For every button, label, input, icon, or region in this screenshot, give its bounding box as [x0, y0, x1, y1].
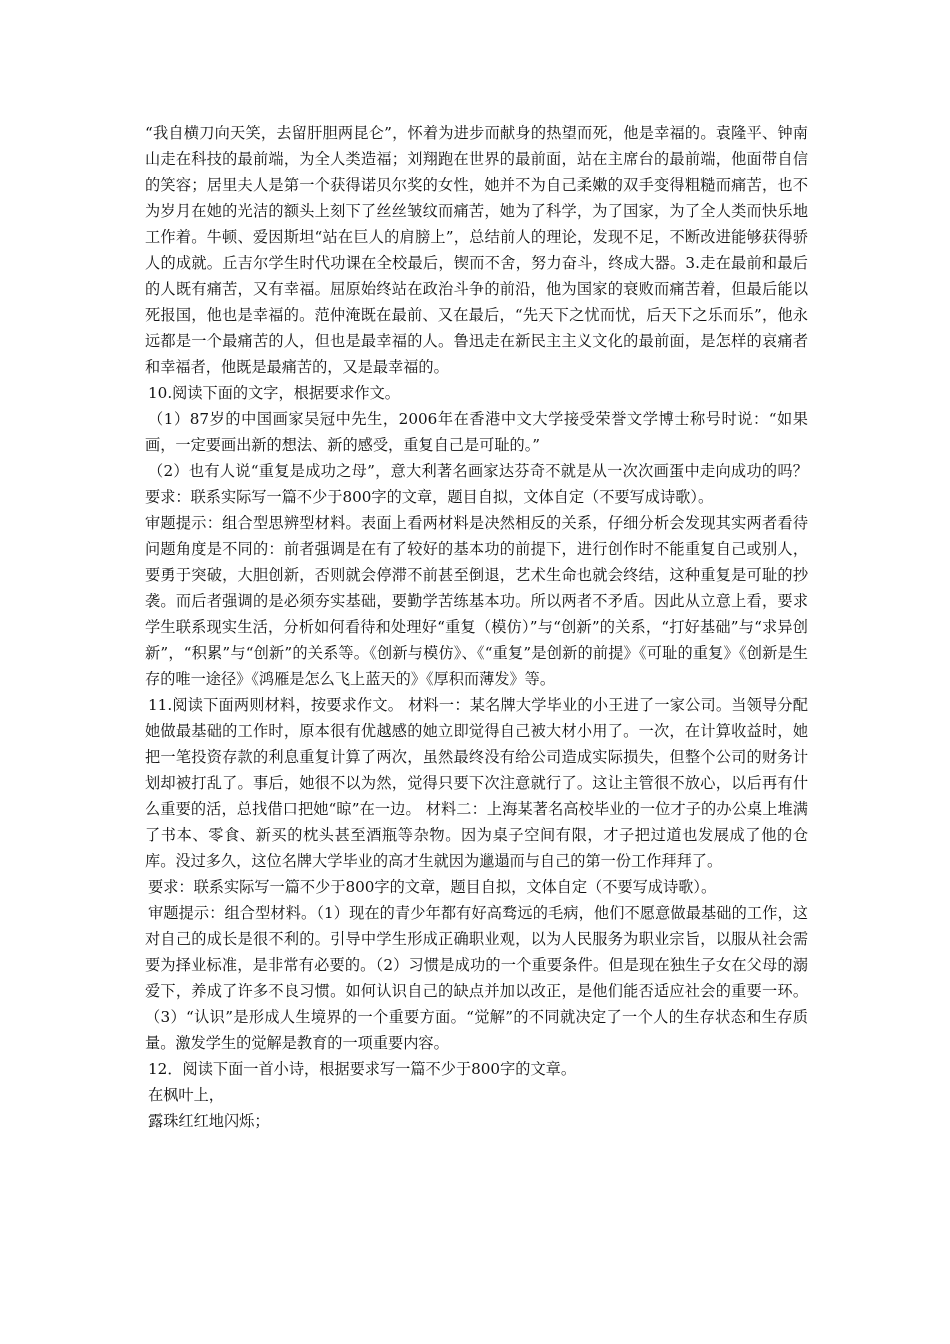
question-10-heading: 10.阅读下面的文字，根据要求作文。 [148, 384, 400, 402]
question-10-material-2: （2）也有人说“重复是成功之母”，意大利著名画家达芬奇不就是从一次次画蛋中走向成功的吗？ 要求：联系实际写一篇不少于800字的文章，题目自拟，文体自定（不要写成诗歌）。 [145, 462, 808, 506]
question-10-material-1: （1）87岁的中国画家吴冠中先生，2006年在香港中文大学接受荣誉文学博士称号时说：“如果画，一定要画出新的想法、新的感受，重复自己是可耻的。” [145, 410, 808, 454]
question-12-heading: 12．阅读下面一首小诗，根据要求写一篇不少于800字的文章。 [148, 1060, 577, 1078]
poem-line-2: 露珠红红地闪烁； [148, 1112, 270, 1130]
question-10-hint: 审题提示：组合型思辨型材料。表面上看两材料是决然相反的关系，仔细分析会发现其实两者看待问题角度是不同的：前者强调是在有了较好的基本功的前提下，进行创作时不能重复自己或别人，要勇于突破，大胆创新，否则就会停滞不前甚至倒退，艺术生命也就会终结，这种重复是可耻的抄袭。而后者强调的是必须夯实基础，要勤学苦练基本功。所以两者不矛盾。因此从立意上看，要求学生联系现实生活，分析如何看待和处理好“重复（模仿）”与“创新”的关系，“打好基础”与“求异创新”，“积累”与“创新”的关系等。《创新与模仿》、《“重复”是创新的前提》《可耻的重复》《创新是生存的唯一途径》《鸿雁是怎么飞上蓝天的》《厚积而薄发》等。 [145, 514, 808, 688]
document-body [145, 120, 808, 1134]
question-11-requirement: 要求：联系实际写一篇不少于800字的文章，题目自拟，文体自定（不要写成诗歌）。 [148, 878, 717, 896]
question-11-hint: 审题提示：组合型材料。（1）现在的青少年都有好高骛远的毛病，他们不愿意做最基础的工作，这对自己的成长是很不利的。引导中学生形成正确职业观，以为人民服务为职业宗旨，以服从社会需要为择业标准，是非常有必要的。（2）习惯是成功的一个重要条件。但是现在独生子女在父母的溺爱下，养成了许多不良习惯。如何认识自己的缺点并加以改正，是他们能否适应社会的重要一环。（3）“认识”是形成人生境界的一个重要方面。“觉解”的不同就决定了一个人的生存状态和生存质量。激发学生的觉解是教育的一项重要内容。 [145, 904, 808, 1052]
paragraph-happiness-examples: “我自横刀向天笑，去留肝胆两昆仑”，怀着为进步而献身的热望而死，他是幸福的。袁隆平、钟南山走在科技的最前端，为全人类造福；刘翔跑在世界的最前面，站在主席台的最前端，他面带自信的笑容；居里夫人是第一个获得诺贝尔奖的女性，她并不为自己柔嫩的双手变得粗糙而痛苦，也不为岁月在她的光洁的额头上刻下了丝丝皱纹而痛苦，她为了科学，为了国家，为了全人类而快乐地工作着。牛顿、爱因斯坦“站在巨人的肩膀上”，总结前人的理论，发现不足，不断改进能够获得骄人的成就。丘吉尔学生时代功课在全校最后，锲而不舍，努力奋斗，终成大器。3.走在最前和最后的人既有痛苦，又有幸福。屈原始终站在政治斗争的前沿，他为国家的衰败而痛苦着，但最后能以死报国，他也是幸福的。范仲淹既在最前、又在最后，“先天下之忧而忧，后天下之乐而乐”，他永远都是一个最痛苦的人，但也是最幸福的人。鲁迅走在新民主主义文化的最前面，是怎样的哀痛者和幸福者，他既是最痛苦的，又是最幸福的。 [145, 124, 808, 376]
question-11-materials: 11.阅读下面两则材料，按要求作文。 材料一：某名牌大学毕业的小王进了一家公司。当领导分配她做最基础的工作时，原本很有优越感的她立即觉得自己被大材小用了。一次，在计算收益时，她把一笔投资存款的利息重复计算了两次，虽然最终没有给公司造成实际损失，但整个公司的财务计划却被打乱了。事后，她很不以为然，觉得只要下次注意就行了。这让主管很不放心，以后再有什么重要的活，总找借口把她“晾”在一边。 材料二：上海某著名高校毕业的一位才子的办公桌上堆满了书本、零食、新买的枕头甚至酒瓶等杂物。因为桌子空间有限，才子把过道也发展成了他的仓库。没过多久，这位名牌大学毕业的高才生就因为邋遢而与自己的第一份工作拜拜了。 [145, 696, 808, 870]
poem-line-1: 在枫叶上， [148, 1086, 224, 1104]
